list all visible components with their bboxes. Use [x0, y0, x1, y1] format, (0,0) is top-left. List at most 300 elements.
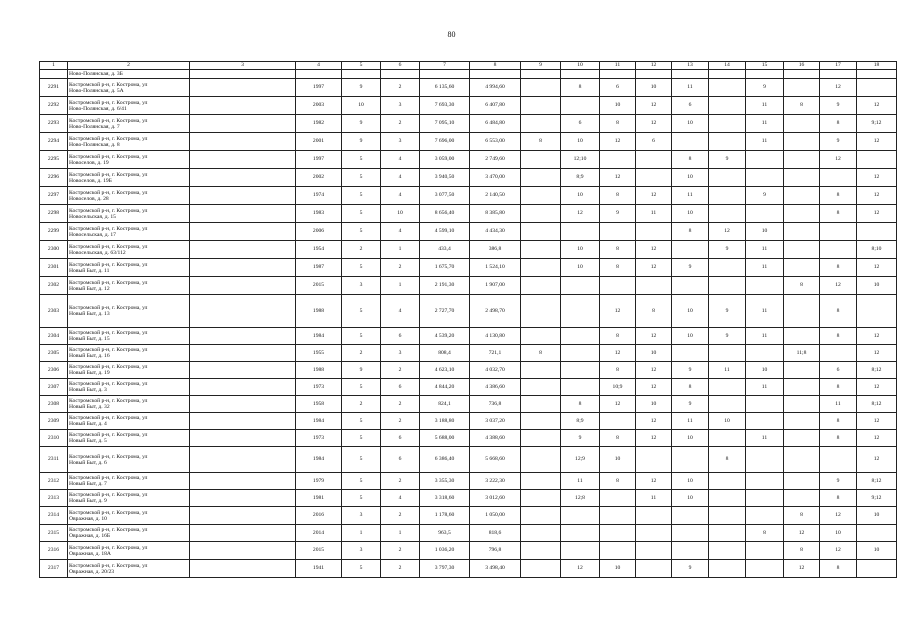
floors-cell: 10 — [342, 97, 381, 115]
living-area-cell: 4 994,60 — [470, 79, 521, 97]
work-period-cell-16 — [784, 187, 820, 205]
row-number: 2291 — [40, 79, 68, 97]
row-number — [40, 70, 68, 79]
living-area-cell: 3 037,20 — [470, 413, 521, 430]
empty-cell — [190, 97, 296, 115]
row-number: 2303 — [40, 295, 68, 328]
address-line: Костромской р-н, г. Кострома, ул — [69, 398, 148, 404]
column-number: 2 — [68, 62, 190, 70]
living-area-cell: 4 386,60 — [470, 379, 521, 396]
table-row — [40, 277, 897, 295]
row-number: 2317 — [40, 560, 68, 578]
work-period-cell-17: 12 — [820, 507, 857, 525]
address-line: Новый Быт, д. 6 — [69, 459, 107, 466]
entrances-cell — [381, 70, 420, 79]
table-row — [40, 507, 897, 525]
living-area-cell: 386,8 — [470, 241, 521, 259]
address-cell — [68, 560, 190, 578]
work-period-cell-18: 10 — [857, 507, 897, 525]
address-line: Костромской р-н, г. Кострома, ул — [69, 509, 148, 516]
address-cell — [68, 362, 190, 379]
row-number: 2293 — [40, 115, 68, 133]
table-row — [40, 223, 897, 241]
work-period-cell-10: 12;10 — [561, 151, 600, 169]
work-period-cell-13 — [672, 447, 709, 473]
work-period-cell-12: 10 — [636, 79, 672, 97]
row-number: 2296 — [40, 169, 68, 187]
floors-cell: 5 — [342, 259, 381, 277]
work-period-cell-10 — [561, 345, 600, 362]
column-number: 6 — [381, 62, 420, 70]
empty-cell — [190, 205, 296, 223]
table-row — [40, 560, 897, 578]
work-period-cell-9 — [521, 379, 561, 396]
work-period-cell-15 — [746, 447, 784, 473]
row-number: 2302 — [40, 277, 68, 295]
work-period-cell-16: 8 — [784, 277, 820, 295]
row-number: 2298 — [40, 205, 68, 223]
work-period-cell-16 — [784, 379, 820, 396]
living-area-cell: 721,1 — [470, 345, 521, 362]
work-period-cell-11: 12 — [600, 295, 636, 328]
floors-cell: 9 — [342, 115, 381, 133]
work-period-cell-9 — [521, 277, 561, 295]
entrances-cell: 1 — [381, 525, 420, 542]
year-built-cell: 2001 — [296, 133, 342, 151]
living-area-cell: 1 524,10 — [470, 259, 521, 277]
work-period-cell-16 — [784, 362, 820, 379]
work-period-cell-14: 9 — [709, 151, 746, 169]
work-period-cell-13: 10 — [672, 490, 709, 507]
work-period-cell-9 — [521, 115, 561, 133]
address-line: Новый Быт, д. 4 — [69, 421, 107, 427]
work-period-cell-9 — [521, 430, 561, 447]
address-line: Новый Быт, д. 19 — [69, 370, 110, 376]
work-period-cell-9 — [521, 259, 561, 277]
entrances-cell: 2 — [381, 413, 420, 430]
work-period-cell-17 — [820, 345, 857, 362]
total-area-cell: 4 539,20 — [420, 328, 470, 345]
work-period-cell-10: 8;9 — [561, 413, 600, 430]
work-period-cell-14 — [709, 560, 746, 578]
year-built-cell: 1941 — [296, 560, 342, 578]
address-cell — [68, 413, 190, 430]
work-period-cell-9 — [521, 169, 561, 187]
empty-cell — [190, 473, 296, 490]
work-period-cell-14 — [709, 473, 746, 490]
total-area-cell: 1 675,70 — [420, 259, 470, 277]
address-line: Новосельская, д. 17 — [69, 231, 116, 238]
work-period-cell-17: 8 — [820, 259, 857, 277]
empty-cell — [190, 525, 296, 542]
entrances-cell: 6 — [381, 379, 420, 396]
work-period-cell-14: 9 — [709, 241, 746, 259]
work-period-cell-12 — [636, 151, 672, 169]
address-line: Ново-Полянская, д. 5А — [69, 87, 124, 94]
work-period-cell-11: 8 — [600, 362, 636, 379]
table-row — [40, 413, 897, 430]
row-number: 2294 — [40, 133, 68, 151]
column-number: 10 — [561, 62, 600, 70]
work-period-cell-11: 12 — [600, 345, 636, 362]
total-area-cell: 4 844,20 — [420, 379, 470, 396]
work-period-cell-12 — [636, 447, 672, 473]
empty-cell — [190, 490, 296, 507]
work-period-cell-17: 8 — [820, 379, 857, 396]
living-area-cell: 736,8 — [470, 396, 521, 413]
total-area-cell: 808,4 — [420, 345, 470, 362]
total-area-cell: 7 095,10 — [420, 115, 470, 133]
total-area-cell — [420, 70, 470, 79]
work-period-cell-17 — [820, 241, 857, 259]
table-row — [40, 542, 897, 560]
work-period-cell-16 — [784, 169, 820, 187]
year-built-cell — [296, 70, 342, 79]
work-period-cell-12 — [636, 169, 672, 187]
work-period-cell-17: 10 — [820, 525, 857, 542]
column-number: 16 — [784, 62, 820, 70]
row-number: 2310 — [40, 430, 68, 447]
address-line: Овражная, д. 10 — [69, 515, 107, 522]
work-period-cell-15 — [746, 542, 784, 560]
address-line: Костромской р-н, г. Кострома, ул — [69, 135, 148, 142]
table-row — [40, 328, 897, 345]
total-area-cell: 1 178,60 — [420, 507, 470, 525]
work-period-cell-12: 12 — [636, 379, 672, 396]
empty-cell — [190, 241, 296, 259]
total-area-cell: 7 693,30 — [420, 97, 470, 115]
work-period-cell-15: 11 — [746, 430, 784, 447]
floors-cell: 3 — [342, 542, 381, 560]
year-built-cell: 1997 — [296, 151, 342, 169]
empty-cell — [190, 115, 296, 133]
entrances-cell: 6 — [381, 447, 420, 473]
year-built-cell: 1955 — [296, 345, 342, 362]
year-built-cell: 1973 — [296, 430, 342, 447]
table-row — [40, 205, 897, 223]
work-period-cell-10 — [561, 223, 600, 241]
address-line: Новосельская, д. 63/112 — [69, 249, 126, 256]
work-period-cell-14: 8 — [709, 447, 746, 473]
address-line: Костромской р-н, г. Кострома, ул — [69, 207, 148, 214]
address-line: Новоселов, д. 19 — [69, 159, 109, 166]
year-built-cell: 1988 — [296, 362, 342, 379]
work-period-cell-13: 10 — [672, 295, 709, 328]
entrances-cell: 2 — [381, 396, 420, 413]
address-line: Новоселов, д. 19Б — [69, 177, 112, 184]
living-area-cell: 1 907,00 — [470, 277, 521, 295]
total-area-cell: 8 656,40 — [420, 205, 470, 223]
work-period-cell-17: 9 — [820, 133, 857, 151]
work-period-cell-9: 8 — [521, 345, 561, 362]
living-area-cell: 2 140,50 — [470, 187, 521, 205]
work-period-cell-13: 9 — [672, 560, 709, 578]
address-line: Новый Быт, д. 11 — [69, 267, 110, 274]
work-period-cell-10: 10 — [561, 133, 600, 151]
entrances-cell: 2 — [381, 473, 420, 490]
work-period-cell-16 — [784, 259, 820, 277]
floors-cell: 5 — [342, 430, 381, 447]
empty-cell — [190, 295, 296, 328]
column-number: 3 — [190, 62, 296, 70]
column-number-header-row — [40, 62, 897, 70]
work-period-cell-18: 12 — [857, 328, 897, 345]
work-period-cell-12: 12 — [636, 97, 672, 115]
work-period-cell-10: 8 — [561, 79, 600, 97]
column-number: 7 — [420, 62, 470, 70]
work-period-cell-11 — [600, 525, 636, 542]
year-built-cell: 1983 — [296, 205, 342, 223]
address-line: Новый Быт, д. 7 — [69, 481, 107, 487]
work-period-cell-14 — [709, 507, 746, 525]
work-period-cell-17: 8 — [820, 205, 857, 223]
work-period-cell-10 — [561, 328, 600, 345]
work-period-cell-15: 11 — [746, 115, 784, 133]
year-built-cell: 2016 — [296, 507, 342, 525]
work-period-cell-12: 12 — [636, 473, 672, 490]
address-line: Новый Быт, д. 12 — [69, 285, 110, 292]
work-period-cell-16 — [784, 223, 820, 241]
entrances-cell: 2 — [381, 259, 420, 277]
address-line: Костромской р-н, г. Кострома, ул — [69, 432, 148, 438]
work-period-cell-13: 11 — [672, 187, 709, 205]
address-line: Новый Быт, д. 16 — [69, 353, 110, 359]
empty-cell — [190, 328, 296, 345]
row-number: 2309 — [40, 413, 68, 430]
address-cell — [68, 490, 190, 507]
column-number: 8 — [470, 62, 521, 70]
work-period-cell-17: 8 — [820, 490, 857, 507]
column-number: 15 — [746, 62, 784, 70]
year-built-cell: 1997 — [296, 79, 342, 97]
work-period-cell-12: 12 — [636, 187, 672, 205]
year-built-cell: 1984 — [296, 328, 342, 345]
work-period-cell-17: 9 — [820, 473, 857, 490]
floors-cell: 5 — [342, 295, 381, 328]
column-number: 17 — [820, 62, 857, 70]
work-period-cell-11: 8 — [600, 115, 636, 133]
row-number: 2311 — [40, 447, 68, 473]
empty-cell — [190, 362, 296, 379]
year-built-cell: 1974 — [296, 187, 342, 205]
total-area-cell: 1 036,20 — [420, 542, 470, 560]
work-period-cell-18: 12 — [857, 133, 897, 151]
entrances-cell: 6 — [381, 328, 420, 345]
work-period-cell-15 — [746, 396, 784, 413]
entrances-cell: 2 — [381, 542, 420, 560]
work-period-cell-16 — [784, 447, 820, 473]
work-period-cell-13: 10 — [672, 430, 709, 447]
work-period-cell-11: 6 — [600, 79, 636, 97]
year-built-cell: 1973 — [296, 379, 342, 396]
work-period-cell-18: 12 — [857, 413, 897, 430]
address-cell — [68, 396, 190, 413]
work-period-cell-15 — [746, 70, 784, 79]
column-number: 14 — [709, 62, 746, 70]
empty-cell — [190, 447, 296, 473]
address-line: Костромской р-н, г. Кострома, ул — [69, 415, 148, 421]
work-period-cell-10: 10 — [561, 259, 600, 277]
work-period-cell-16 — [784, 133, 820, 151]
work-period-cell-14 — [709, 97, 746, 115]
work-period-cell-11 — [600, 223, 636, 241]
entrances-cell: 2 — [381, 362, 420, 379]
work-period-cell-13: 11 — [672, 413, 709, 430]
work-period-cell-17: 8 — [820, 430, 857, 447]
work-period-cell-16: 12 — [784, 525, 820, 542]
living-area-cell: 6 484,80 — [470, 115, 521, 133]
address-cell — [68, 79, 190, 97]
column-number: 18 — [857, 62, 897, 70]
work-period-cell-18: 10 — [857, 542, 897, 560]
work-period-cell-16 — [784, 241, 820, 259]
work-period-cell-17 — [820, 223, 857, 241]
work-period-cell-9 — [521, 295, 561, 328]
table-row — [40, 115, 897, 133]
work-period-cell-11 — [600, 490, 636, 507]
row-number: 2292 — [40, 97, 68, 115]
work-period-cell-18 — [857, 560, 897, 578]
work-period-cell-16: 8 — [784, 507, 820, 525]
address-line: Овражная, д. 18А — [69, 550, 111, 557]
empty-cell — [190, 151, 296, 169]
work-period-cell-16 — [784, 295, 820, 328]
work-period-cell-11: 8 — [600, 187, 636, 205]
row-number: 2297 — [40, 187, 68, 205]
work-period-cell-9 — [521, 205, 561, 223]
address-line: Новый Быт, д. 32 — [69, 404, 110, 410]
work-period-cell-17 — [820, 169, 857, 187]
work-period-cell-12: 8 — [636, 295, 672, 328]
total-area-cell: 2 727,70 — [420, 295, 470, 328]
empty-cell — [190, 70, 296, 79]
table-row — [40, 525, 897, 542]
work-period-cell-12: 10 — [636, 345, 672, 362]
empty-cell — [190, 277, 296, 295]
address-line: Ново-Полянская, д. 6/41 — [69, 105, 127, 112]
work-period-cell-13 — [672, 241, 709, 259]
total-area-cell: 2 191,30 — [420, 277, 470, 295]
living-area-cell: 4 388,60 — [470, 430, 521, 447]
work-period-cell-12 — [636, 277, 672, 295]
entrances-cell: 1 — [381, 277, 420, 295]
work-period-cell-17: 8 — [820, 413, 857, 430]
address-cell — [68, 345, 190, 362]
work-period-cell-15: 10 — [746, 362, 784, 379]
work-period-cell-13 — [672, 133, 709, 151]
work-period-cell-16 — [784, 430, 820, 447]
work-period-cell-17: 8 — [820, 115, 857, 133]
entrances-cell: 2 — [381, 560, 420, 578]
work-period-cell-18: 12 — [857, 345, 897, 362]
floors-cell: 5 — [342, 447, 381, 473]
column-number: 5 — [342, 62, 381, 70]
work-period-cell-16 — [784, 79, 820, 97]
work-period-cell-17: 9 — [820, 97, 857, 115]
table-row — [40, 430, 897, 447]
work-period-cell-16: 12 — [784, 560, 820, 578]
work-period-cell-13: 9 — [672, 396, 709, 413]
work-period-cell-13: 8 — [672, 151, 709, 169]
entrances-cell: 3 — [381, 345, 420, 362]
work-period-cell-15 — [746, 169, 784, 187]
empty-cell — [190, 345, 296, 362]
empty-cell — [190, 507, 296, 525]
work-period-cell-15 — [746, 277, 784, 295]
address-cell — [68, 223, 190, 241]
work-period-cell-10 — [561, 97, 600, 115]
work-period-cell-14 — [709, 396, 746, 413]
row-number: 2308 — [40, 396, 68, 413]
address-line: Костромской р-н, г. Кострома, ул — [69, 99, 148, 106]
work-period-cell-17: 8 — [820, 560, 857, 578]
row-number: 2299 — [40, 223, 68, 241]
work-period-cell-10 — [561, 277, 600, 295]
work-period-cell-10 — [561, 507, 600, 525]
year-built-cell: 2003 — [296, 97, 342, 115]
address-line: Костромской р-н, г. Кострома, ул — [69, 475, 148, 481]
total-area-cell: 4 599,10 — [420, 223, 470, 241]
work-period-cell-15: 11 — [746, 328, 784, 345]
living-area-cell: 4 130,80 — [470, 328, 521, 345]
work-period-cell-10: 12 — [561, 560, 600, 578]
work-period-cell-14 — [709, 277, 746, 295]
floors-cell: 5 — [342, 379, 381, 396]
work-period-cell-18: 12 — [857, 187, 897, 205]
work-period-cell-17: 8 — [820, 328, 857, 345]
living-area-cell: 818,6 — [470, 525, 521, 542]
living-area-cell: 4 032,70 — [470, 362, 521, 379]
floors-cell: 5 — [342, 413, 381, 430]
work-period-cell-10 — [561, 525, 600, 542]
row-number: 2300 — [40, 241, 68, 259]
work-period-cell-18: 12 — [857, 447, 897, 473]
work-period-cell-14 — [709, 133, 746, 151]
work-period-cell-18: 12 — [857, 379, 897, 396]
column-number: 13 — [672, 62, 709, 70]
work-period-cell-18: 8;12 — [857, 473, 897, 490]
work-period-cell-14: 9 — [709, 328, 746, 345]
work-period-cell-17: 8 — [820, 295, 857, 328]
work-period-cell-14 — [709, 379, 746, 396]
work-period-cell-15: 11 — [746, 133, 784, 151]
floors-cell: 1 — [342, 525, 381, 542]
table-row — [40, 345, 897, 362]
work-period-cell-14: 10 — [709, 413, 746, 430]
address-line: Костромской р-н, г. Кострома, ул — [69, 171, 148, 178]
total-area-cell: 3 797,30 — [420, 560, 470, 578]
work-period-cell-13: 10 — [672, 328, 709, 345]
work-period-cell-15 — [746, 345, 784, 362]
work-period-cell-18: 12 — [857, 97, 897, 115]
work-period-cell-13: 10 — [672, 473, 709, 490]
year-built-cell: 2015 — [296, 542, 342, 560]
floors-cell: 5 — [342, 223, 381, 241]
address-line: Костромской р-н, г. Кострома, ул — [69, 153, 148, 160]
work-period-cell-18: 12 — [857, 169, 897, 187]
work-period-cell-14 — [709, 259, 746, 277]
work-period-cell-18: 8;12 — [857, 362, 897, 379]
total-area-cell: 3 188,80 — [420, 413, 470, 430]
entrances-cell: 2 — [381, 79, 420, 97]
address-cell — [68, 447, 190, 473]
row-number: 2315 — [40, 525, 68, 542]
work-period-cell-11: 12 — [600, 169, 636, 187]
total-area-cell: 3 059,00 — [420, 151, 470, 169]
work-period-cell-17: 11 — [820, 396, 857, 413]
work-period-cell-11: 8 — [600, 430, 636, 447]
address-line: Костромской р-н, г. Кострома, ул — [69, 81, 148, 88]
